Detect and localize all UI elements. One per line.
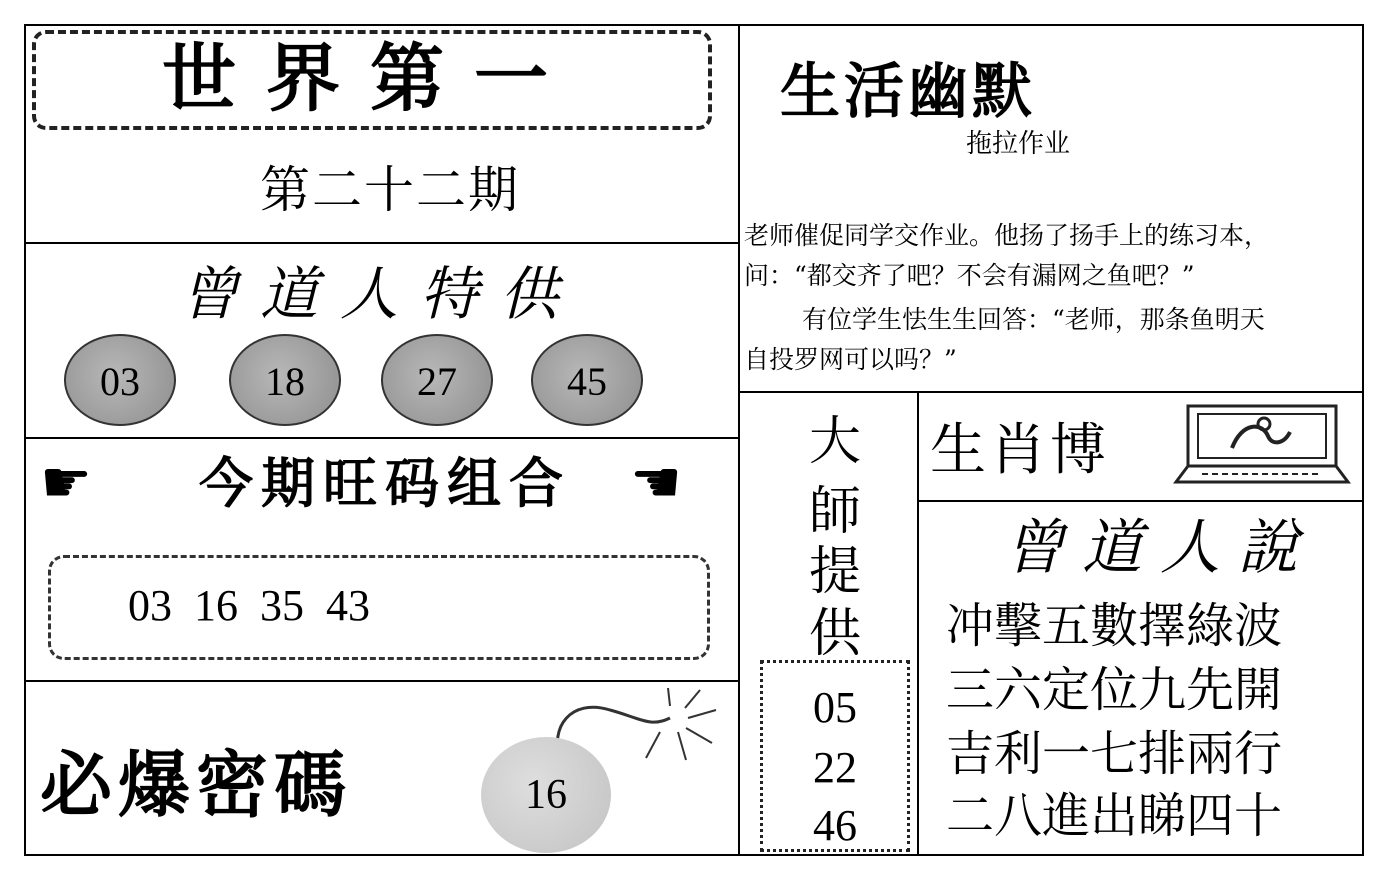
humor-text-line: 老师催促同学交作业。他扬了扬手上的练习本， bbox=[744, 221, 1270, 250]
divider-left-3 bbox=[24, 680, 738, 682]
number-ball: 18 bbox=[229, 334, 341, 426]
sayings-line: 三六定位九先開 bbox=[946, 662, 1283, 718]
humor-subtitle: 拖拉作业 bbox=[966, 129, 1071, 159]
bomb: 16 bbox=[481, 737, 611, 853]
humor-text-line: 自投罗网可以吗？” bbox=[744, 345, 957, 374]
sidebar-number: 46 bbox=[813, 801, 857, 850]
sidebar-char: 提 bbox=[808, 542, 861, 602]
issue-label: 第二十二期 bbox=[260, 161, 520, 219]
combo-numbers: 03 16 35 43 bbox=[128, 581, 370, 630]
pointing-hand-left-icon: ☚ bbox=[630, 448, 682, 516]
divider-left-2 bbox=[24, 437, 738, 439]
sidebar-char: 大 bbox=[808, 412, 861, 472]
number-ball: 27 bbox=[381, 334, 493, 426]
divider-right-1 bbox=[738, 391, 1364, 393]
humor-title: 生活幽默 bbox=[780, 57, 1036, 127]
computer-icon bbox=[1172, 402, 1352, 488]
number-ball: 03 bbox=[64, 334, 176, 426]
sidebar-number: 05 bbox=[813, 683, 857, 732]
page-title: 世界第一 bbox=[162, 36, 578, 122]
divider-left-1 bbox=[24, 242, 738, 244]
sayings-title: 曾道人說 bbox=[1004, 513, 1316, 583]
pointing-hand-right-icon: ☛ bbox=[40, 448, 92, 516]
sayings-line: 冲擊五數擇綠波 bbox=[946, 598, 1283, 654]
sidebar-number: 22 bbox=[813, 743, 857, 792]
humor-text-line: 问：“都交齐了吧？不会有漏网之鱼吧？” bbox=[744, 261, 1195, 290]
number-ball: 45 bbox=[531, 334, 643, 426]
sayings-line: 吉利一七排兩行 bbox=[946, 726, 1283, 782]
divider-right-2 bbox=[917, 500, 1364, 502]
sidebar-char: 師 bbox=[808, 482, 861, 542]
secret-heading: 必爆密碼 bbox=[40, 743, 353, 827]
divider-right-vertical bbox=[917, 391, 919, 856]
sidebar-char: 供 bbox=[808, 604, 861, 664]
humor-text-line: 有位学生怯生生回答：“老师，那条鱼明天 bbox=[802, 305, 1265, 334]
combo-heading: 今期旺码组合 bbox=[199, 452, 571, 515]
center-divider bbox=[738, 24, 740, 856]
zodiac-title: 生肖博 bbox=[930, 418, 1110, 483]
special-heading: 曾道人特供 bbox=[179, 260, 580, 328]
sayings-line: 二八進出睇四十 bbox=[946, 788, 1283, 844]
